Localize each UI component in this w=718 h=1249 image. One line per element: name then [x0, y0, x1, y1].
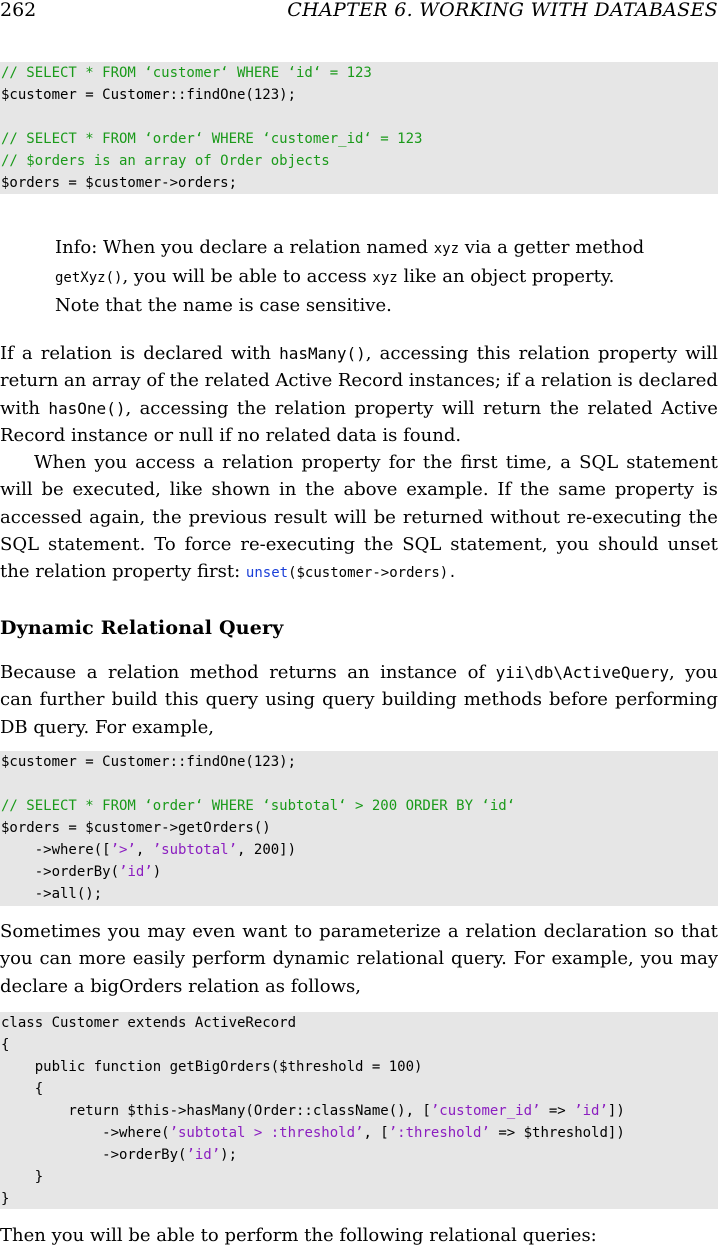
word: relation — [35, 561, 107, 583]
word: you — [685, 662, 718, 683]
word: is — [617, 370, 633, 392]
info-line — [55, 263, 675, 292]
word: declare — [0, 975, 69, 997]
word: parameterize — [319, 921, 441, 942]
word: related — [265, 424, 331, 446]
word: an — [347, 662, 370, 683]
code-line — [1, 883, 718, 905]
word: array — [91, 370, 141, 392]
text-line — [0, 686, 718, 713]
word: you — [107, 921, 141, 942]
word: a — [21, 343, 33, 364]
text-line — [0, 918, 718, 945]
word: relation — [540, 370, 613, 392]
code-token: $customer = Customer::findOne(123); — [1, 754, 297, 770]
code-token: // SELECT * FROM ‘customer‘ WHERE ‘id‘ = 123 — [1, 65, 372, 81]
word: return — [0, 370, 59, 392]
word: Record — [337, 370, 404, 392]
word: will — [441, 397, 475, 419]
word: property — [301, 452, 381, 473]
word: query — [322, 689, 375, 711]
word: be — [128, 1225, 151, 1246]
word: example, — [131, 716, 214, 738]
word: instance — [380, 662, 458, 683]
code-token: { — [1, 1037, 10, 1053]
word: bigOrders — [90, 975, 183, 997]
word: follows, — [290, 975, 361, 997]
word: result — [274, 506, 328, 528]
code-line — [1, 62, 718, 84]
word: instance — [70, 424, 148, 446]
paragraph-active-query — [0, 659, 718, 741]
code-token: ’:threshold’ — [388, 1125, 490, 1141]
word: further — [39, 689, 105, 711]
word: more — [78, 948, 126, 970]
word: will — [89, 1225, 123, 1246]
code-token: , 200]) — [237, 842, 297, 858]
word: the — [0, 561, 30, 583]
code-line — [1, 84, 718, 106]
word: instances; — [408, 370, 501, 392]
word: to — [200, 1225, 219, 1246]
code-line — [1, 839, 718, 861]
code-line — [1, 128, 718, 150]
code-token: => $threshold]) — [489, 1125, 625, 1141]
text-line — [0, 367, 718, 394]
word: statement. — [47, 533, 146, 555]
word: build — [111, 689, 158, 711]
word: you — [0, 948, 33, 970]
word: Sometimes — [0, 921, 101, 942]
info-text: Note that the name is case sensitive. — [55, 295, 392, 316]
word: you — [640, 948, 674, 970]
word: example, — [551, 948, 634, 970]
word: the — [688, 506, 718, 528]
word: accessing — [379, 343, 469, 364]
info-text: like an object property. — [397, 266, 615, 287]
paragraph-relation-types — [0, 340, 718, 449]
word: access — [135, 452, 196, 473]
word: the — [304, 1225, 334, 1246]
word: SQL — [579, 452, 619, 473]
code-line — [1, 861, 718, 883]
word: hasOne(), — [48, 397, 132, 419]
word: declared — [143, 343, 223, 364]
info-line — [55, 234, 675, 263]
page-number: 262 — [0, 0, 37, 21]
word: accessing — [139, 397, 229, 419]
code-token: ->where([ — [1, 842, 111, 858]
text-line — [0, 714, 718, 741]
word: example. — [406, 479, 489, 501]
word: the — [236, 397, 267, 419]
code-token: $orders = $customer->getOrders() — [1, 820, 271, 836]
word: hasMany(), — [279, 343, 372, 364]
word: if — [506, 370, 519, 392]
word: relation — [188, 975, 260, 997]
word: may — [680, 948, 718, 970]
word: a — [524, 370, 536, 392]
text-line — [0, 476, 718, 503]
word: property — [354, 397, 434, 419]
word: re-executing — [240, 533, 355, 555]
word: returned — [402, 506, 484, 528]
word: above — [343, 479, 398, 501]
word: may — [147, 921, 186, 942]
info-note — [55, 234, 675, 319]
code-token: ->orderBy( — [1, 864, 120, 880]
code-token: => — [540, 1103, 575, 1119]
info-text: xyz — [433, 241, 460, 257]
word: is — [120, 343, 136, 364]
word: returns — [269, 662, 337, 683]
code-token: ’id’ — [574, 1103, 608, 1119]
code-token: ’customer_id’ — [430, 1103, 541, 1119]
word: if — [219, 424, 232, 446]
word: found. — [403, 424, 462, 446]
word: is — [702, 479, 718, 501]
word: return — [482, 397, 542, 419]
word: DB — [0, 716, 28, 738]
text-line — [0, 395, 718, 422]
word: with — [230, 343, 271, 364]
code-token: ’>’ — [110, 842, 136, 858]
code-token: $orders = $customer->orders; — [1, 175, 238, 191]
word: re-executing — [566, 506, 682, 528]
code-token: { — [1, 1081, 44, 1097]
word: To — [154, 533, 176, 555]
word: When — [34, 452, 87, 473]
text-line — [0, 659, 718, 686]
code-line — [1, 1078, 718, 1100]
word: you — [94, 452, 128, 473]
word: the — [305, 479, 335, 501]
info-text: getXyz() — [55, 270, 123, 286]
word: unset — [667, 533, 718, 555]
word: the — [363, 533, 394, 555]
code-line — [1, 773, 718, 795]
word: the — [169, 370, 199, 392]
word: again, — [89, 506, 146, 528]
word: without — [490, 506, 560, 528]
word: of — [467, 662, 486, 683]
word: following — [339, 1225, 424, 1246]
word: relation — [274, 397, 346, 419]
word: If — [497, 479, 512, 501]
word: query. — [33, 716, 90, 738]
paragraph-relation-caching — [0, 449, 718, 585]
word: building — [381, 689, 457, 711]
code-token: // SELECT * FROM ‘order‘ WHERE ‘subtotal‘ > 200 ORDER BY ‘id‘ — [1, 798, 516, 814]
word: force — [184, 533, 232, 555]
word: For — [95, 716, 126, 738]
text-line — [0, 973, 718, 1000]
word: relation — [222, 452, 294, 473]
word: declaration — [543, 921, 648, 942]
word: property — [112, 561, 192, 583]
word: be — [373, 506, 396, 528]
code-line — [1, 1144, 718, 1166]
text-line — [0, 1222, 718, 1249]
code-line — [1, 1056, 718, 1078]
code-token: ); — [220, 1147, 238, 1163]
word: want — [242, 921, 288, 942]
code-line — [1, 106, 718, 128]
word: same — [558, 479, 606, 501]
word: a — [203, 452, 215, 473]
code-token: } — [1, 1191, 10, 1207]
word: relational — [429, 1225, 517, 1246]
code-token: $customer = Customer::findOne(123); — [1, 87, 297, 103]
word: relation — [108, 662, 180, 683]
info-text: Info: When you declare a relation named — [55, 237, 434, 258]
text-line — [0, 504, 718, 531]
word: will — [334, 506, 367, 528]
info-line — [55, 292, 675, 319]
text-line — [0, 558, 718, 585]
code-line — [1, 751, 718, 773]
word: easily — [132, 948, 186, 970]
word: a — [73, 975, 85, 997]
running-header — [0, 0, 718, 22]
text-line — [0, 422, 718, 449]
code-block-dynamic-query — [0, 751, 718, 906]
word: time, — [505, 452, 553, 473]
word: for — [388, 452, 415, 473]
code-token: ) — [152, 864, 162, 880]
code-token: ->where( — [1, 1125, 170, 1141]
code-line — [1, 795, 718, 817]
word: SQL — [402, 533, 442, 555]
word: relation — [40, 343, 112, 364]
code-line — [1, 817, 718, 839]
paragraph-parameterize — [0, 918, 718, 1000]
text-line — [0, 531, 718, 558]
word: property — [597, 343, 678, 364]
code-token: , [ — [363, 1125, 389, 1141]
word: previous — [188, 506, 268, 528]
word: or — [153, 424, 174, 446]
word: a — [447, 921, 459, 942]
word: method — [189, 662, 259, 683]
code-token: // $orders is an array of Order objects — [1, 153, 330, 169]
word: accessed — [0, 506, 83, 528]
word: property — [614, 479, 694, 501]
code-token: ’subtotal > :threshold’ — [169, 1125, 364, 1141]
code-line — [1, 1100, 718, 1122]
word: yii\db\ActiveQuery, — [495, 662, 675, 683]
info-text: xyz — [372, 270, 398, 286]
word: Active — [661, 397, 718, 419]
word: this — [164, 689, 199, 711]
text-line — [0, 945, 718, 972]
word: statement, — [450, 533, 548, 555]
text-line — [0, 340, 718, 367]
word: so — [654, 921, 675, 942]
code-token: ->all(); — [1, 886, 103, 902]
code-token: , — [135, 842, 153, 858]
word: statement — [626, 452, 718, 473]
code-token: // SELECT * FROM ‘order‘ WHERE ‘customer_id‘ = 123 — [1, 131, 423, 147]
code-line — [1, 172, 718, 194]
word: even — [192, 921, 236, 942]
word: can — [0, 689, 33, 711]
word: can — [39, 948, 72, 970]
word: using — [265, 689, 315, 711]
word: relation — [465, 921, 537, 942]
word: the — [152, 506, 182, 528]
word: the — [519, 479, 550, 501]
code-token: ->orderBy( — [1, 1147, 187, 1163]
word: performing — [615, 689, 718, 711]
code-token: ’subtotal’ — [152, 842, 238, 858]
word: should — [598, 533, 659, 555]
word: Because — [0, 662, 77, 683]
word: before — [549, 689, 608, 711]
word: query. — [450, 948, 507, 970]
word: first: — [197, 561, 241, 583]
word: will — [685, 343, 718, 364]
word: of — [146, 370, 164, 392]
word: a — [560, 452, 571, 473]
word: you — [51, 1225, 85, 1246]
word: query — [205, 689, 259, 711]
word: For — [513, 948, 545, 970]
code-token: } — [1, 1169, 44, 1185]
info-text: , you will be able to access — [122, 266, 373, 287]
word: null — [178, 424, 214, 446]
code-line — [1, 1188, 718, 1209]
code-block-customer-orders — [0, 62, 718, 194]
word: the — [422, 452, 453, 473]
code-line — [1, 150, 718, 172]
code-block-big-orders — [0, 1012, 718, 1209]
word: SQL — [0, 533, 40, 555]
word: relation — [518, 343, 590, 364]
word: this — [476, 343, 511, 364]
word: relational — [356, 948, 445, 970]
word: to — [294, 921, 313, 942]
chapter-title: CHAPTER 6. WORKING WITH DATABASES — [287, 0, 718, 21]
word: will — [0, 479, 33, 501]
word: you — [556, 533, 590, 555]
word: like — [169, 479, 203, 501]
code-line — [1, 1012, 718, 1034]
word: able — [156, 1225, 195, 1246]
word: Record — [0, 424, 66, 446]
word: shown — [211, 479, 271, 501]
word: data — [336, 424, 377, 446]
code-token: ’id’ — [119, 864, 153, 880]
text-line — [0, 449, 718, 476]
paragraph-following-queries — [0, 1222, 718, 1249]
word: dynamic — [272, 948, 350, 970]
word: perform — [224, 1225, 299, 1246]
word: queries: — [522, 1225, 597, 1246]
code-token: ’id’ — [186, 1147, 221, 1163]
word: as — [265, 975, 286, 997]
word: Then — [0, 1225, 46, 1246]
word: with — [0, 397, 40, 419]
code-line — [1, 1034, 718, 1056]
code-line — [1, 1122, 718, 1144]
code-token: ]) — [607, 1103, 625, 1119]
word: first — [460, 452, 498, 473]
word: no — [237, 424, 260, 446]
word: in — [279, 479, 297, 501]
word: declared — [638, 370, 718, 392]
word: that — [681, 921, 718, 942]
code-token: public function getBigOrders($threshold = 100) — [1, 1059, 423, 1075]
code-line — [1, 1166, 718, 1188]
word: perform — [191, 948, 266, 970]
word: executed, — [72, 479, 161, 501]
code-token: class Customer extends ActiveRecord — [1, 1015, 297, 1031]
word: unset($customer->orders). — [245, 565, 457, 582]
word: Active — [275, 370, 333, 392]
word: is — [382, 424, 398, 446]
word: related — [204, 370, 270, 392]
word: If — [0, 343, 14, 364]
code-token: return $this->hasMany(Order::className(), [ — [1, 1103, 431, 1119]
word: related — [587, 397, 653, 419]
word: be — [41, 479, 64, 501]
word: an — [63, 370, 87, 392]
word: methods — [463, 689, 542, 711]
word: the — [549, 397, 580, 419]
section-heading: Dynamic Relational Query — [0, 617, 284, 639]
info-text: via a getter method — [459, 237, 645, 258]
word: a — [86, 662, 98, 683]
